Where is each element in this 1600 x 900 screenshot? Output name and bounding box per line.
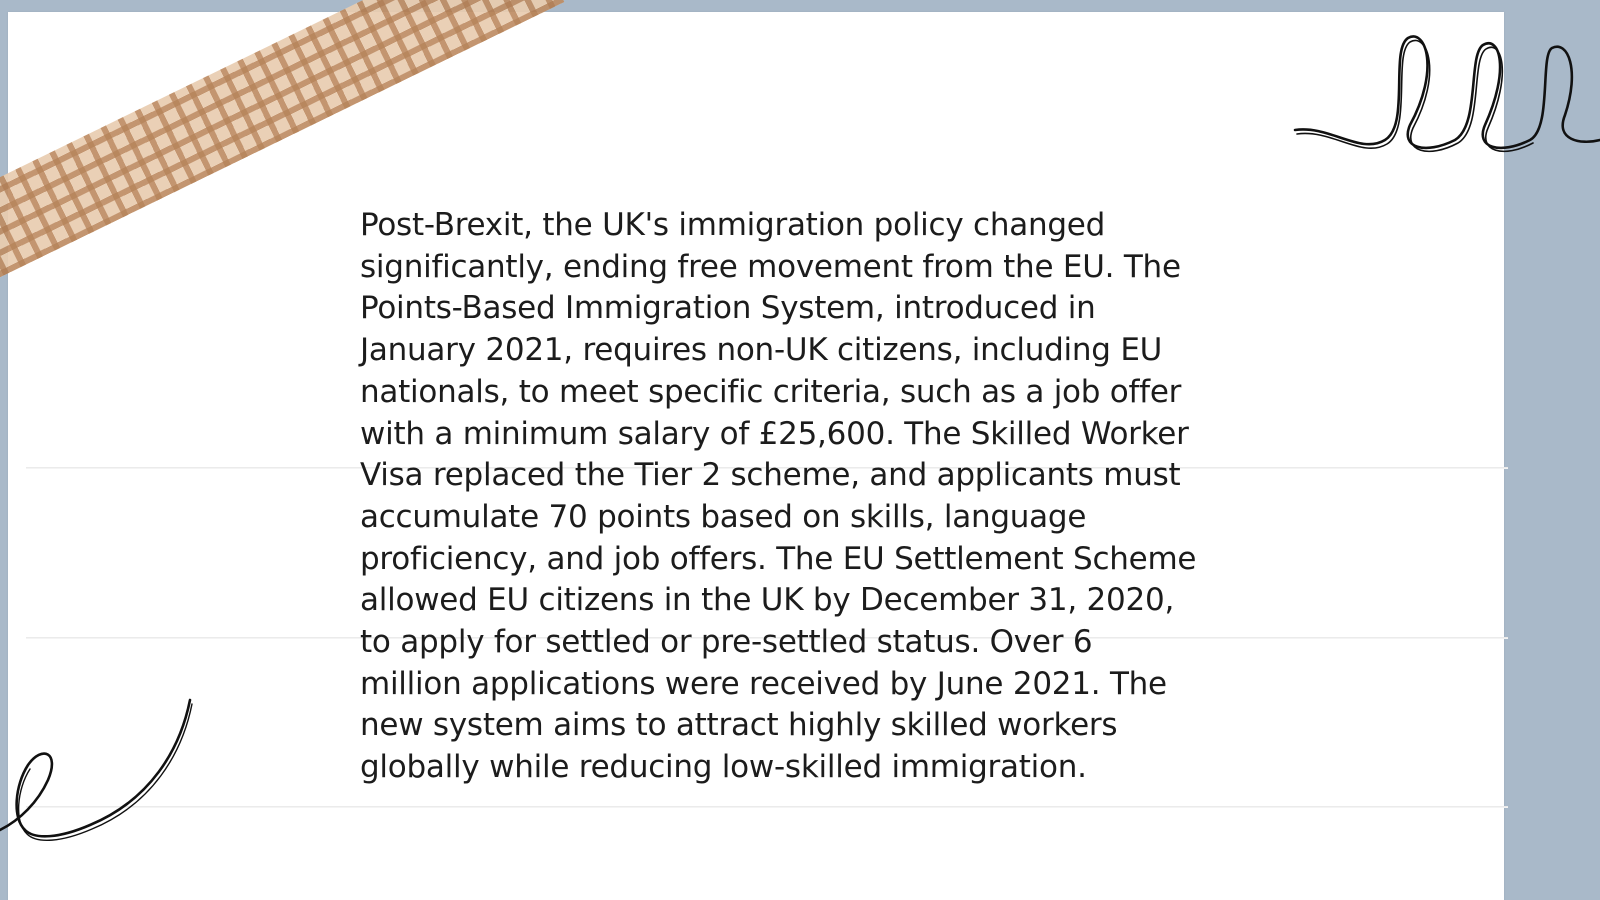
body-paragraph: Post-Brexit, the UK's immigration policy changed significantly, ending free movement from the EU. The Points-Based Immigration System, introduced in January 2021, requires non-UK citizens, including EU nationals, to meet specific criteria, such as a job offer with a minimum salary of £25,600. The Skilled Worker Visa replaced the Tier 2 scheme, and applicants must accumulate 70 points based on skills, language proficiency, and job offers. The EU Settlement Scheme allowed EU citizens in the UK by December 31, 2020, to apply for settled or pre-settled status. Over 6 million applications were received by June 2021. The new system aims to attract highly skilled workers globally while reducing low-skilled immigration. <box>360 207 1197 786</box>
swirl-scribble-icon <box>0 690 200 850</box>
loop-scribble-icon <box>1290 30 1600 165</box>
paper-fold-line <box>26 806 1508 808</box>
